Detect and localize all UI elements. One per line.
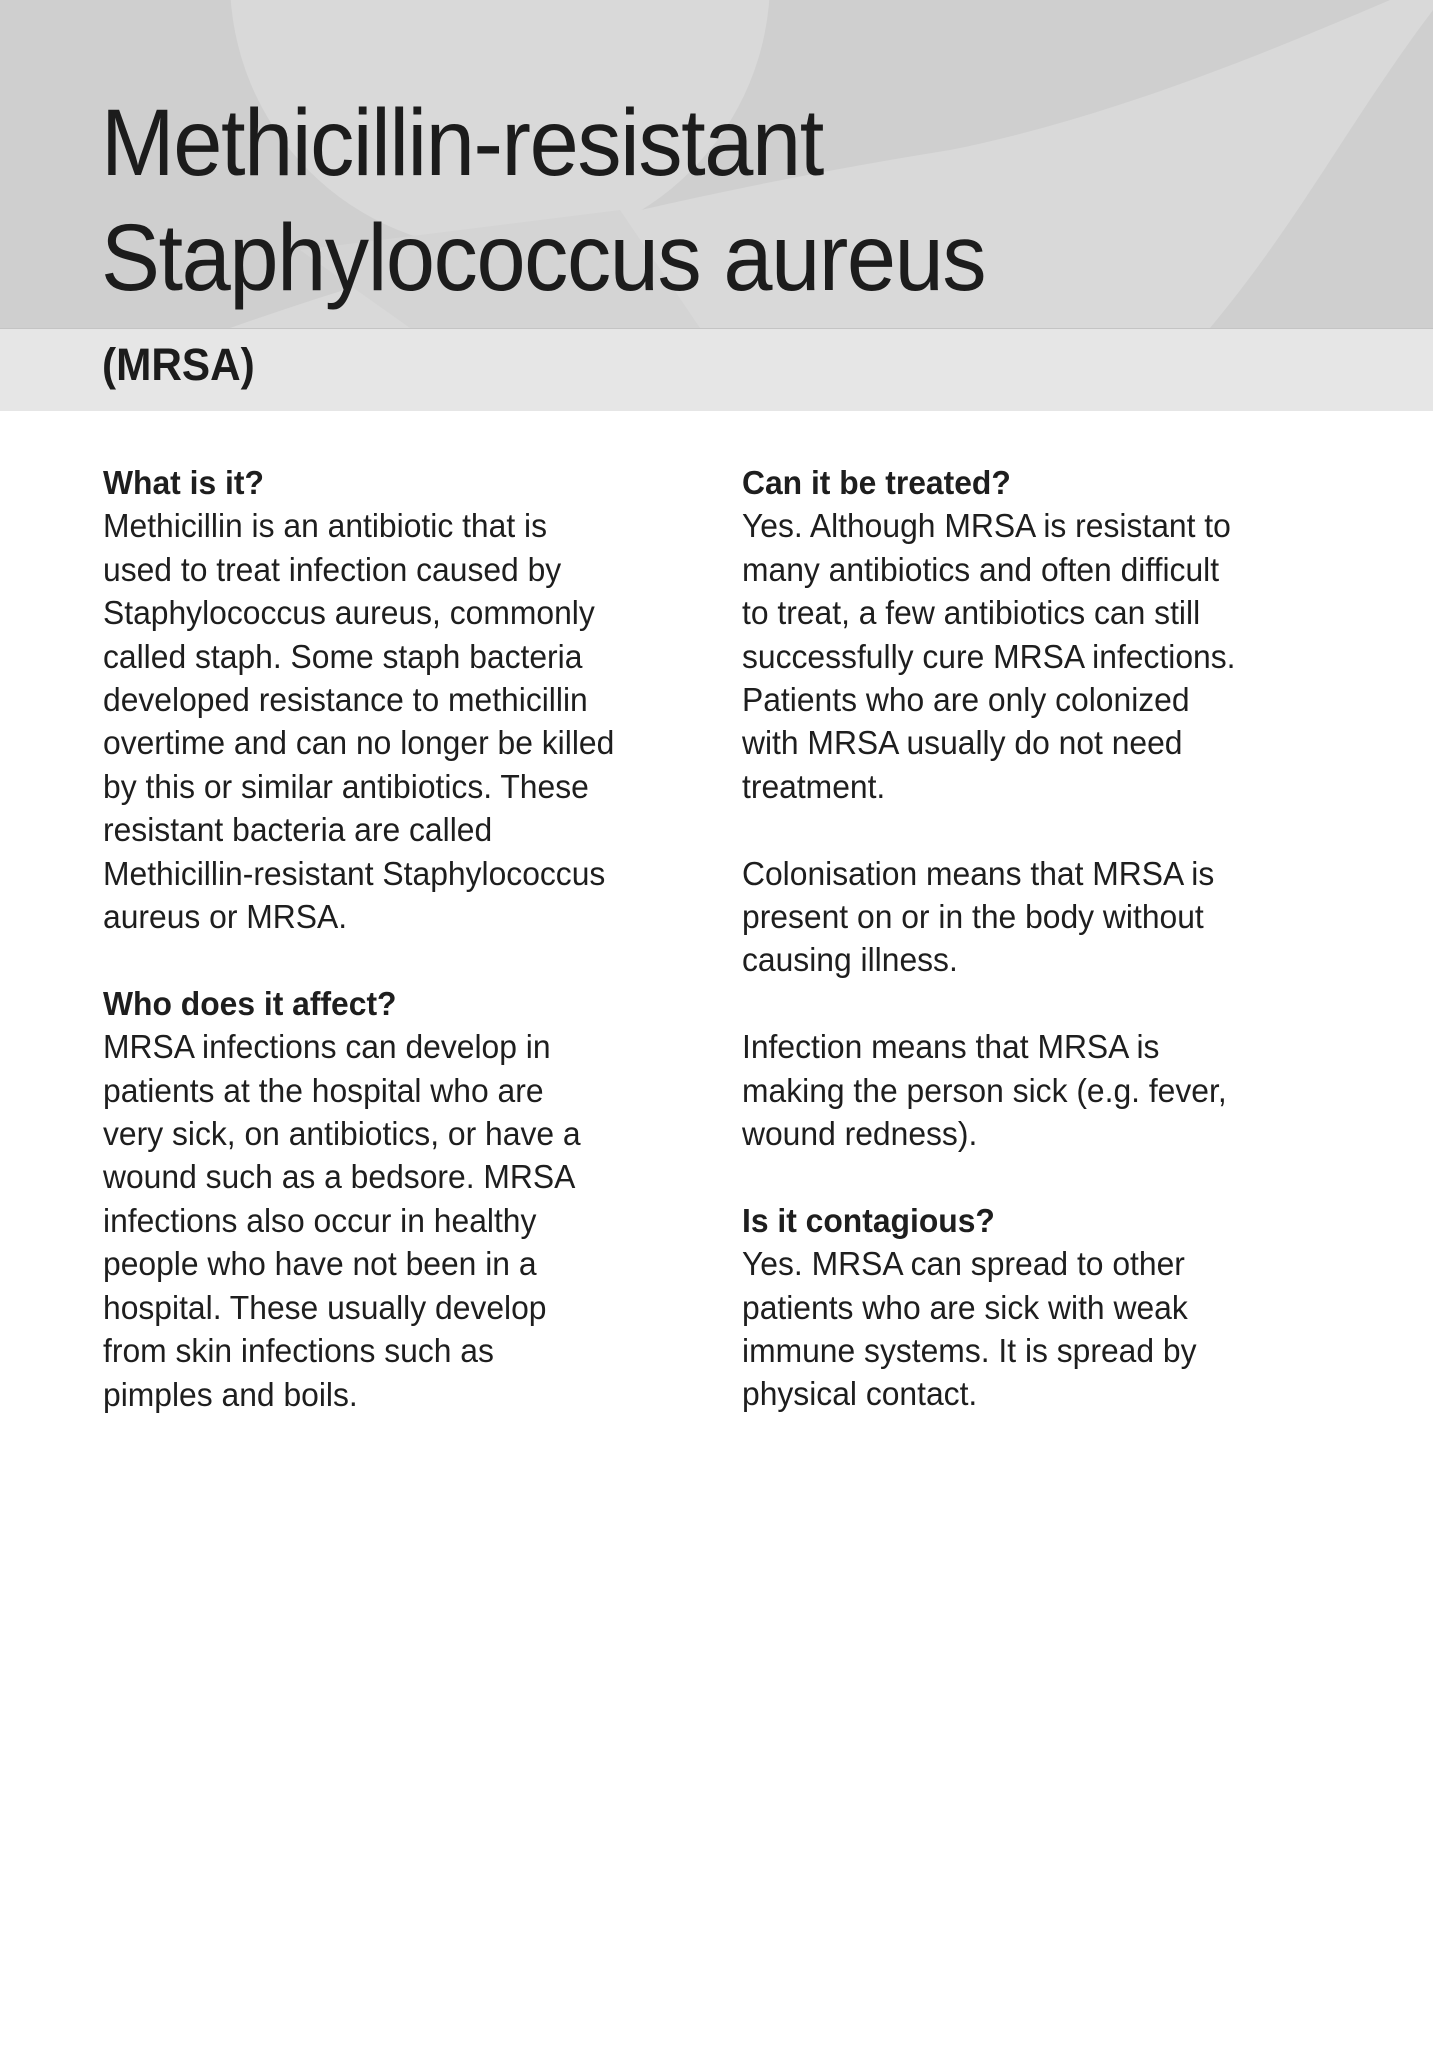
text-line: Yes. MRSA can spread to other	[742, 1246, 1185, 1284]
text-line: Staphylococcus aureus, commonly	[103, 595, 595, 633]
title-banner	[0, 0, 1433, 328]
text-line: physical contact.	[742, 1376, 978, 1414]
text-line: Methicillin-resistant Staphylococcus	[103, 855, 606, 893]
text-line: with MRSA usually do not need	[742, 725, 1183, 763]
text-line: resistant bacteria are called	[103, 812, 493, 850]
text-line: very sick, on antibiotics, or have a	[103, 1116, 581, 1154]
text-line: treatment.	[742, 768, 886, 806]
section-who-does-it-affect	[103, 983, 703, 1417]
text-line: pimples and boils.	[103, 1376, 358, 1414]
text-line: people who have not been in a	[103, 1246, 537, 1284]
text-line: Can it be treated?	[742, 465, 1011, 502]
text-line: successfully cure MRSA infections.	[742, 638, 1236, 676]
section-paragraph	[103, 505, 703, 939]
text-line: hospital. These usually develop	[103, 1289, 547, 1327]
text-line: to treat, a few antibiotics can still	[742, 595, 1201, 633]
section-is-it-contagious	[742, 1200, 1342, 1417]
title-line-1: Methicillin-resistant	[101, 90, 823, 196]
text-line: from skin infections such as	[103, 1333, 494, 1371]
left-column	[103, 462, 703, 1460]
colonisation-definition	[742, 853, 1342, 983]
text-line: used to treat infection caused by	[103, 551, 562, 589]
text-line: wound such as a bedsore. MRSA	[103, 1159, 576, 1197]
text-line: by this or similar antibiotics. These	[103, 768, 589, 806]
text-line: developed resistance to methicillin	[103, 682, 588, 720]
text-line: Colonisation means that MRSA is	[742, 855, 1215, 893]
section-paragraph	[742, 505, 1342, 809]
section-heading	[742, 462, 1342, 505]
text-line: Who does it affect?	[103, 985, 397, 1023]
text-line: Is it contagious?	[742, 1202, 995, 1240]
text-line: Yes. Although MRSA is resistant to	[742, 508, 1231, 546]
infection-definition	[742, 1026, 1342, 1156]
text-line: called staph. Some staph bacteria	[103, 638, 583, 676]
section-heading	[103, 462, 703, 505]
text-line: aureus or MRSA.	[103, 899, 348, 937]
text-line: many antibiotics and often difficult	[742, 551, 1220, 589]
title-line-2: Staphylococcus aureus	[101, 205, 986, 311]
section-can-it-be-treated	[742, 462, 1342, 1156]
section-paragraph	[742, 1243, 1342, 1417]
text-line: Infection means that MRSA is	[742, 1029, 1160, 1067]
text-line: What is it?	[103, 465, 264, 502]
text-line: MRSA infections can develop in	[103, 1029, 551, 1067]
text-line: overtime and can no longer be killed	[103, 725, 615, 763]
text-line: patients at the hospital who are	[103, 1072, 544, 1110]
text-line: patients who are sick with weak	[742, 1289, 1188, 1327]
text-line: present on or in the body without	[742, 899, 1204, 937]
text-line: causing illness.	[742, 942, 958, 980]
text-line: Patients who are only colonized	[742, 682, 1190, 720]
text-line: making the person sick (e.g. fever,	[742, 1072, 1227, 1110]
text-line: Methicillin is an antibiotic that is	[103, 508, 547, 546]
section-heading	[103, 983, 703, 1026]
section-heading	[742, 1200, 1342, 1243]
right-column	[742, 462, 1342, 1460]
text-line: immune systems. It is spread by	[742, 1333, 1197, 1371]
page-subtitle: (MRSA)	[102, 339, 255, 390]
page-title	[101, 86, 985, 316]
text-line: wound redness).	[742, 1116, 978, 1154]
text-line: infections also occur in healthy	[103, 1202, 537, 1240]
section-paragraph	[103, 1026, 703, 1417]
section-what-is-it	[103, 462, 703, 939]
